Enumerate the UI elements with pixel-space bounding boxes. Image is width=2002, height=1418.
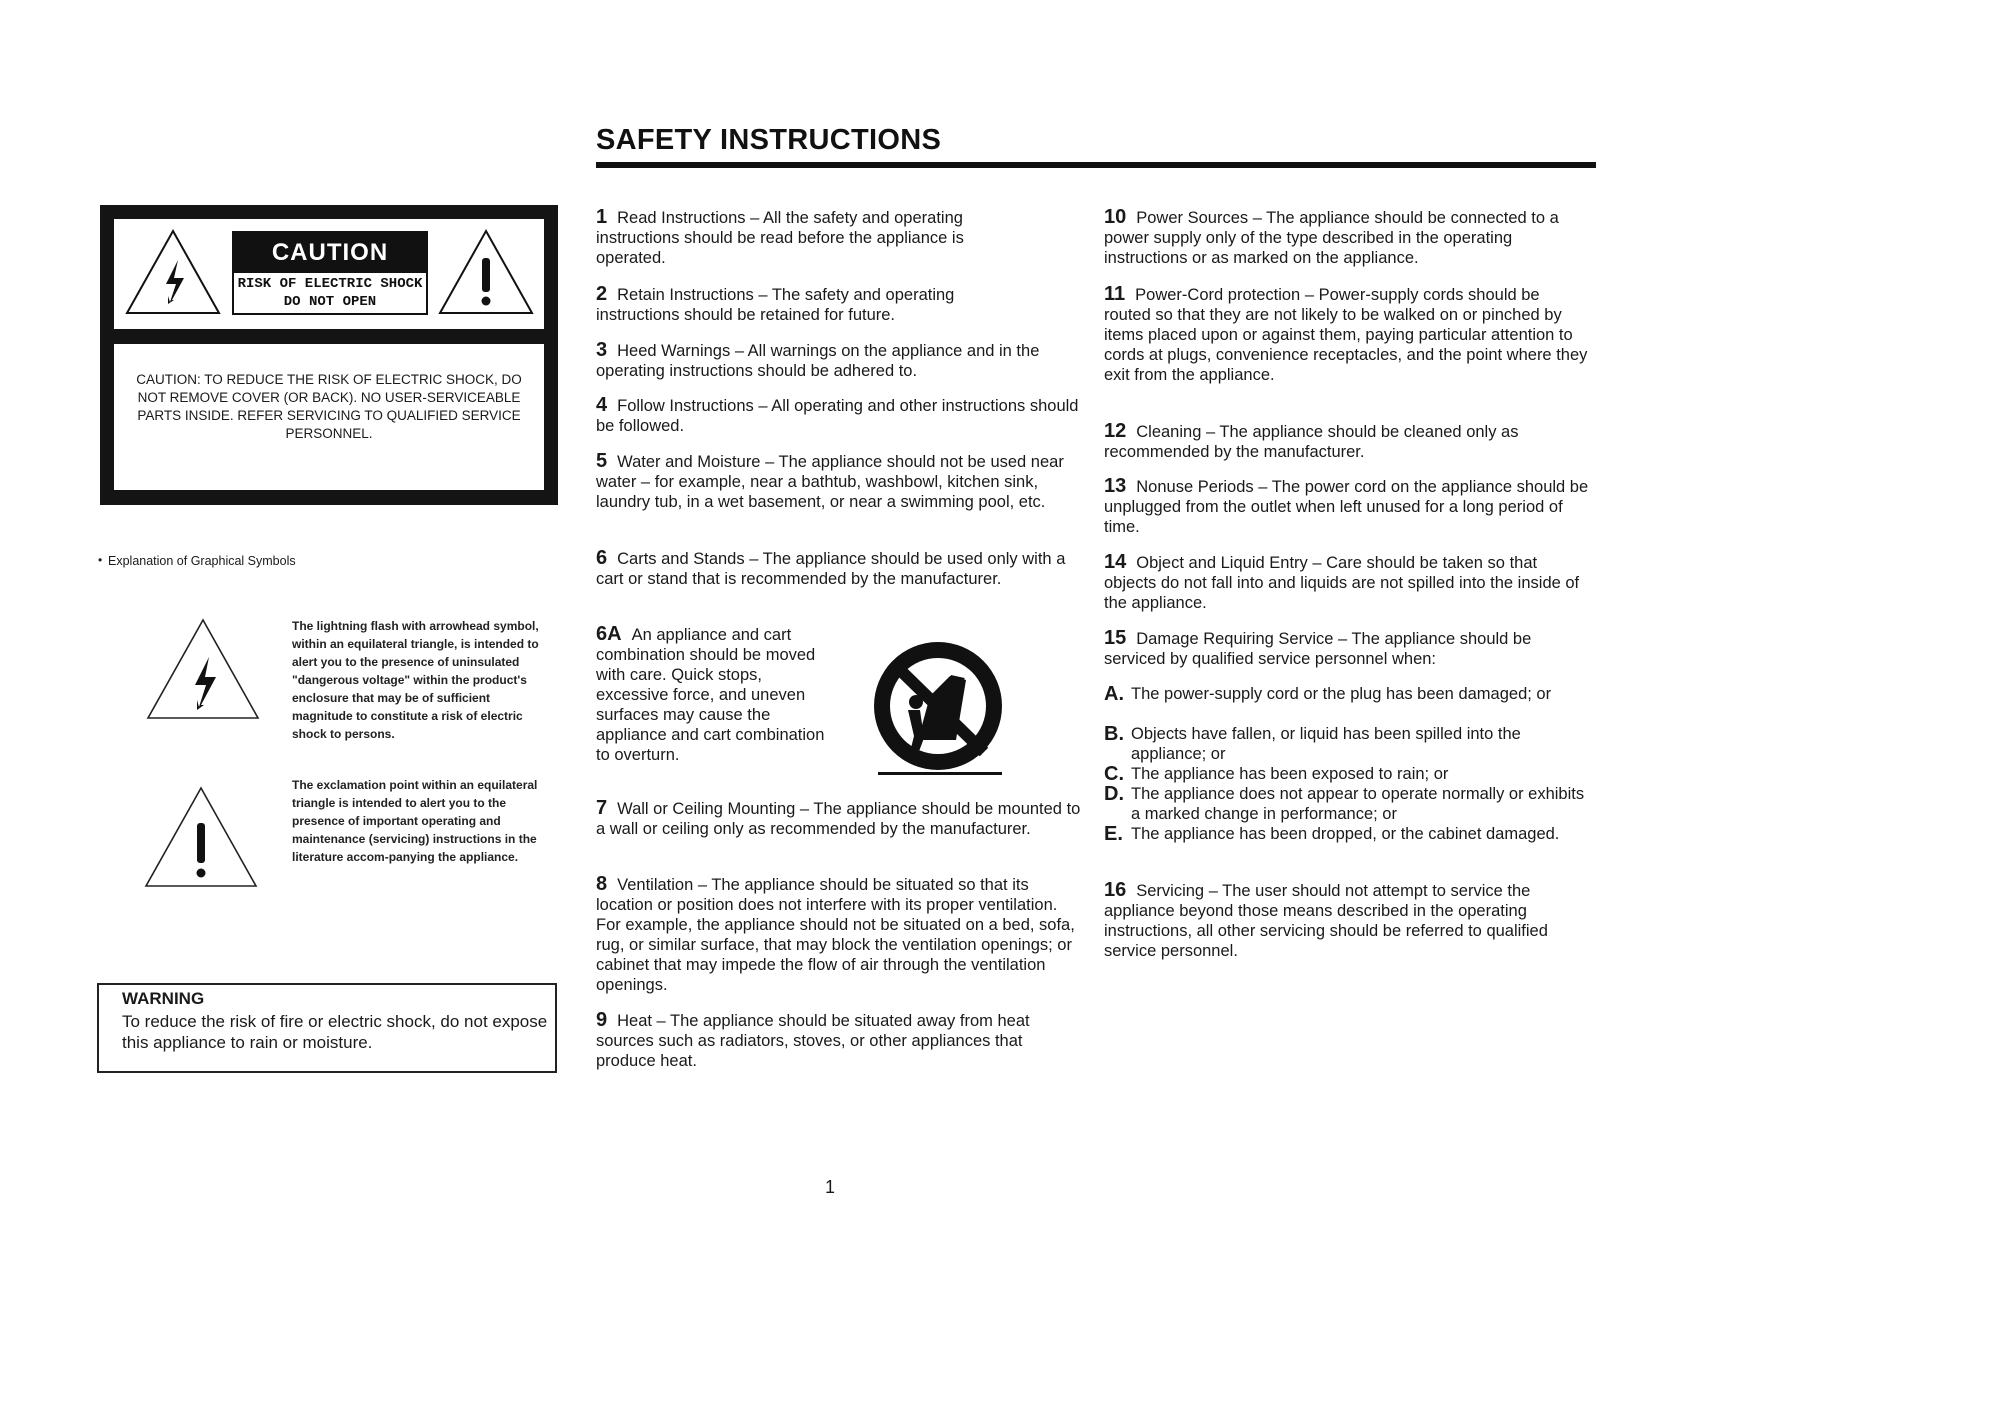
instruction-item: 15 Damage Requiring Service – The appliance should be serviced by qualified service personnel when:	[1104, 627, 1532, 668]
warning-text: To reduce the risk of fire or electric shock, do not expose this appliance to rain or moisture.	[122, 1012, 548, 1052]
condition-item: A. The power-supply cord or the plug has been damaged; or	[1104, 683, 1552, 705]
caution-line-2: DO NOT OPEN	[283, 294, 377, 310]
lightning-symbol-explanation: The lightning flash with arrowhead symbol, within an equilateral triangle, is intended to alert you to the presence of uninsulated "dangerous voltage" within the product's enclosure that may be of sufficient magnitude to constitute a risk of electric shock to persons.	[292, 619, 539, 741]
caution-heading: CAUTION	[234, 233, 426, 273]
exclamation-symbol-explanation: The exclamation point within an equilateral triangle is intended to alert you to the presence of important operating and maintenance (servicing) instructions in the literature accom-panying the appliance.	[292, 778, 538, 864]
instruction-item: 13 Nonuse Periods – The power cord on the appliance should be unplugged from the outlet when left unused for a long period of time.	[1104, 475, 1589, 536]
instruction-item: 2 Retain Instructions – The safety and operating instructions should be retained for future.	[596, 283, 955, 324]
exclamation-triangle-icon	[437, 228, 535, 316]
bullet-icon: •	[98, 553, 103, 567]
lightning-triangle-icon	[145, 617, 261, 721]
title-rule	[596, 162, 1596, 168]
instruction-item: 10 Power Sources – The appliance should be connected to a power supply only of the type described in the operating instructions or as marked on the appliance.	[1104, 206, 1559, 267]
cart-warning-icon	[858, 636, 1018, 784]
condition-item: B. Objects have fallen, or liquid has been spilled into the appliance; or	[1104, 723, 1521, 763]
instruction-item: 16 Servicing – The user should not attempt to service the appliance beyond those means described in the operating instructions, all other servicing should be referred to qualified service personnel.	[1104, 879, 1548, 960]
instruction-item: 6 Carts and Stands – The appliance should be used only with a cart or stand that is recommended by the manufacturer.	[596, 547, 1066, 588]
page-number: 1	[825, 1177, 836, 1197]
instruction-item: 3 Heed Warnings – All warnings on the appliance and in the operating instructions should be adhered to.	[596, 339, 1040, 380]
condition-item: D. The appliance does not appear to operate normally or exhibits a marked change in performance; or	[1104, 783, 1585, 823]
instruction-item: 6A An appliance and cart combination should be moved with care. Quick stops, excessive force, and uneven surfaces may cause the appliance and cart combination to overturn.	[596, 623, 825, 764]
caution-text: CAUTION: TO REDUCE THE RISK OF ELECTRIC SHOCK, DO NOT REMOVE COVER (OR BACK). NO USER-SERVICEABLE PARTS INSIDE. REFER SERVICING TO QUALIFIED SERVICE PERSONNEL.	[136, 372, 522, 441]
condition-item: C. The appliance has been exposed to rain; or	[1104, 763, 1449, 785]
instruction-item: 7 Wall or Ceiling Mounting – The appliance should be mounted to a wall or ceiling only as recommended by the manufacturer.	[596, 797, 1081, 838]
warning-title: WARNING	[122, 989, 205, 1008]
instruction-item: 4 Follow Instructions – All operating and other instructions should be followed.	[596, 394, 1079, 435]
instruction-item: 9 Heat – The appliance should be situated away from heat sources such as radiators, stoves, or other appliances that produce heat.	[596, 1009, 1030, 1070]
instruction-item: 5 Water and Moisture – The appliance should not be used near water – for example, near a bathtub, washbowl, kitchen sink, laundry tub, in a wet basement, or near a swimming pool, etc.	[596, 450, 1064, 511]
instruction-item: 14 Object and Liquid Entry – Care should be taken so that objects do not fall into and liquids are not spilled into the inside of the appliance.	[1104, 551, 1580, 612]
caution-line-1: RISK OF ELECTRIC SHOCK	[237, 276, 423, 292]
exclamation-triangle-icon	[143, 785, 259, 889]
explanation-heading: Explanation of Graphical Symbols	[108, 554, 296, 568]
instruction-item: 11 Power-Cord protection – Power-supply cords should be routed so that they are not likely to be walked on or pinched by items placed upon or against them, paying particular attention to cords at plugs, convenience receptacles, and the point where they exit from the appliance.	[1104, 283, 1588, 384]
instruction-item: 1 Read Instructions – All the safety and operating instructions should be read before the appliance is operated.	[596, 206, 964, 267]
page-title: SAFETY INSTRUCTIONS	[596, 124, 942, 156]
instruction-item: 8 Ventilation – The appliance should be situated so that its location or position does not interfere with its proper ventilation. For example, the appliance should not be situated on a bed, sofa, rug, or similar surface, that may block the ventilation openings; or cabinet that may impede the flow of air through the ventilation openings.	[596, 873, 1075, 994]
lightning-triangle-icon	[124, 228, 222, 316]
instruction-item: 12 Cleaning – The appliance should be cleaned only as recommended by the manufacturer.	[1104, 420, 1519, 461]
condition-item: E. The appliance has been dropped, or the cabinet damaged.	[1104, 823, 1560, 845]
